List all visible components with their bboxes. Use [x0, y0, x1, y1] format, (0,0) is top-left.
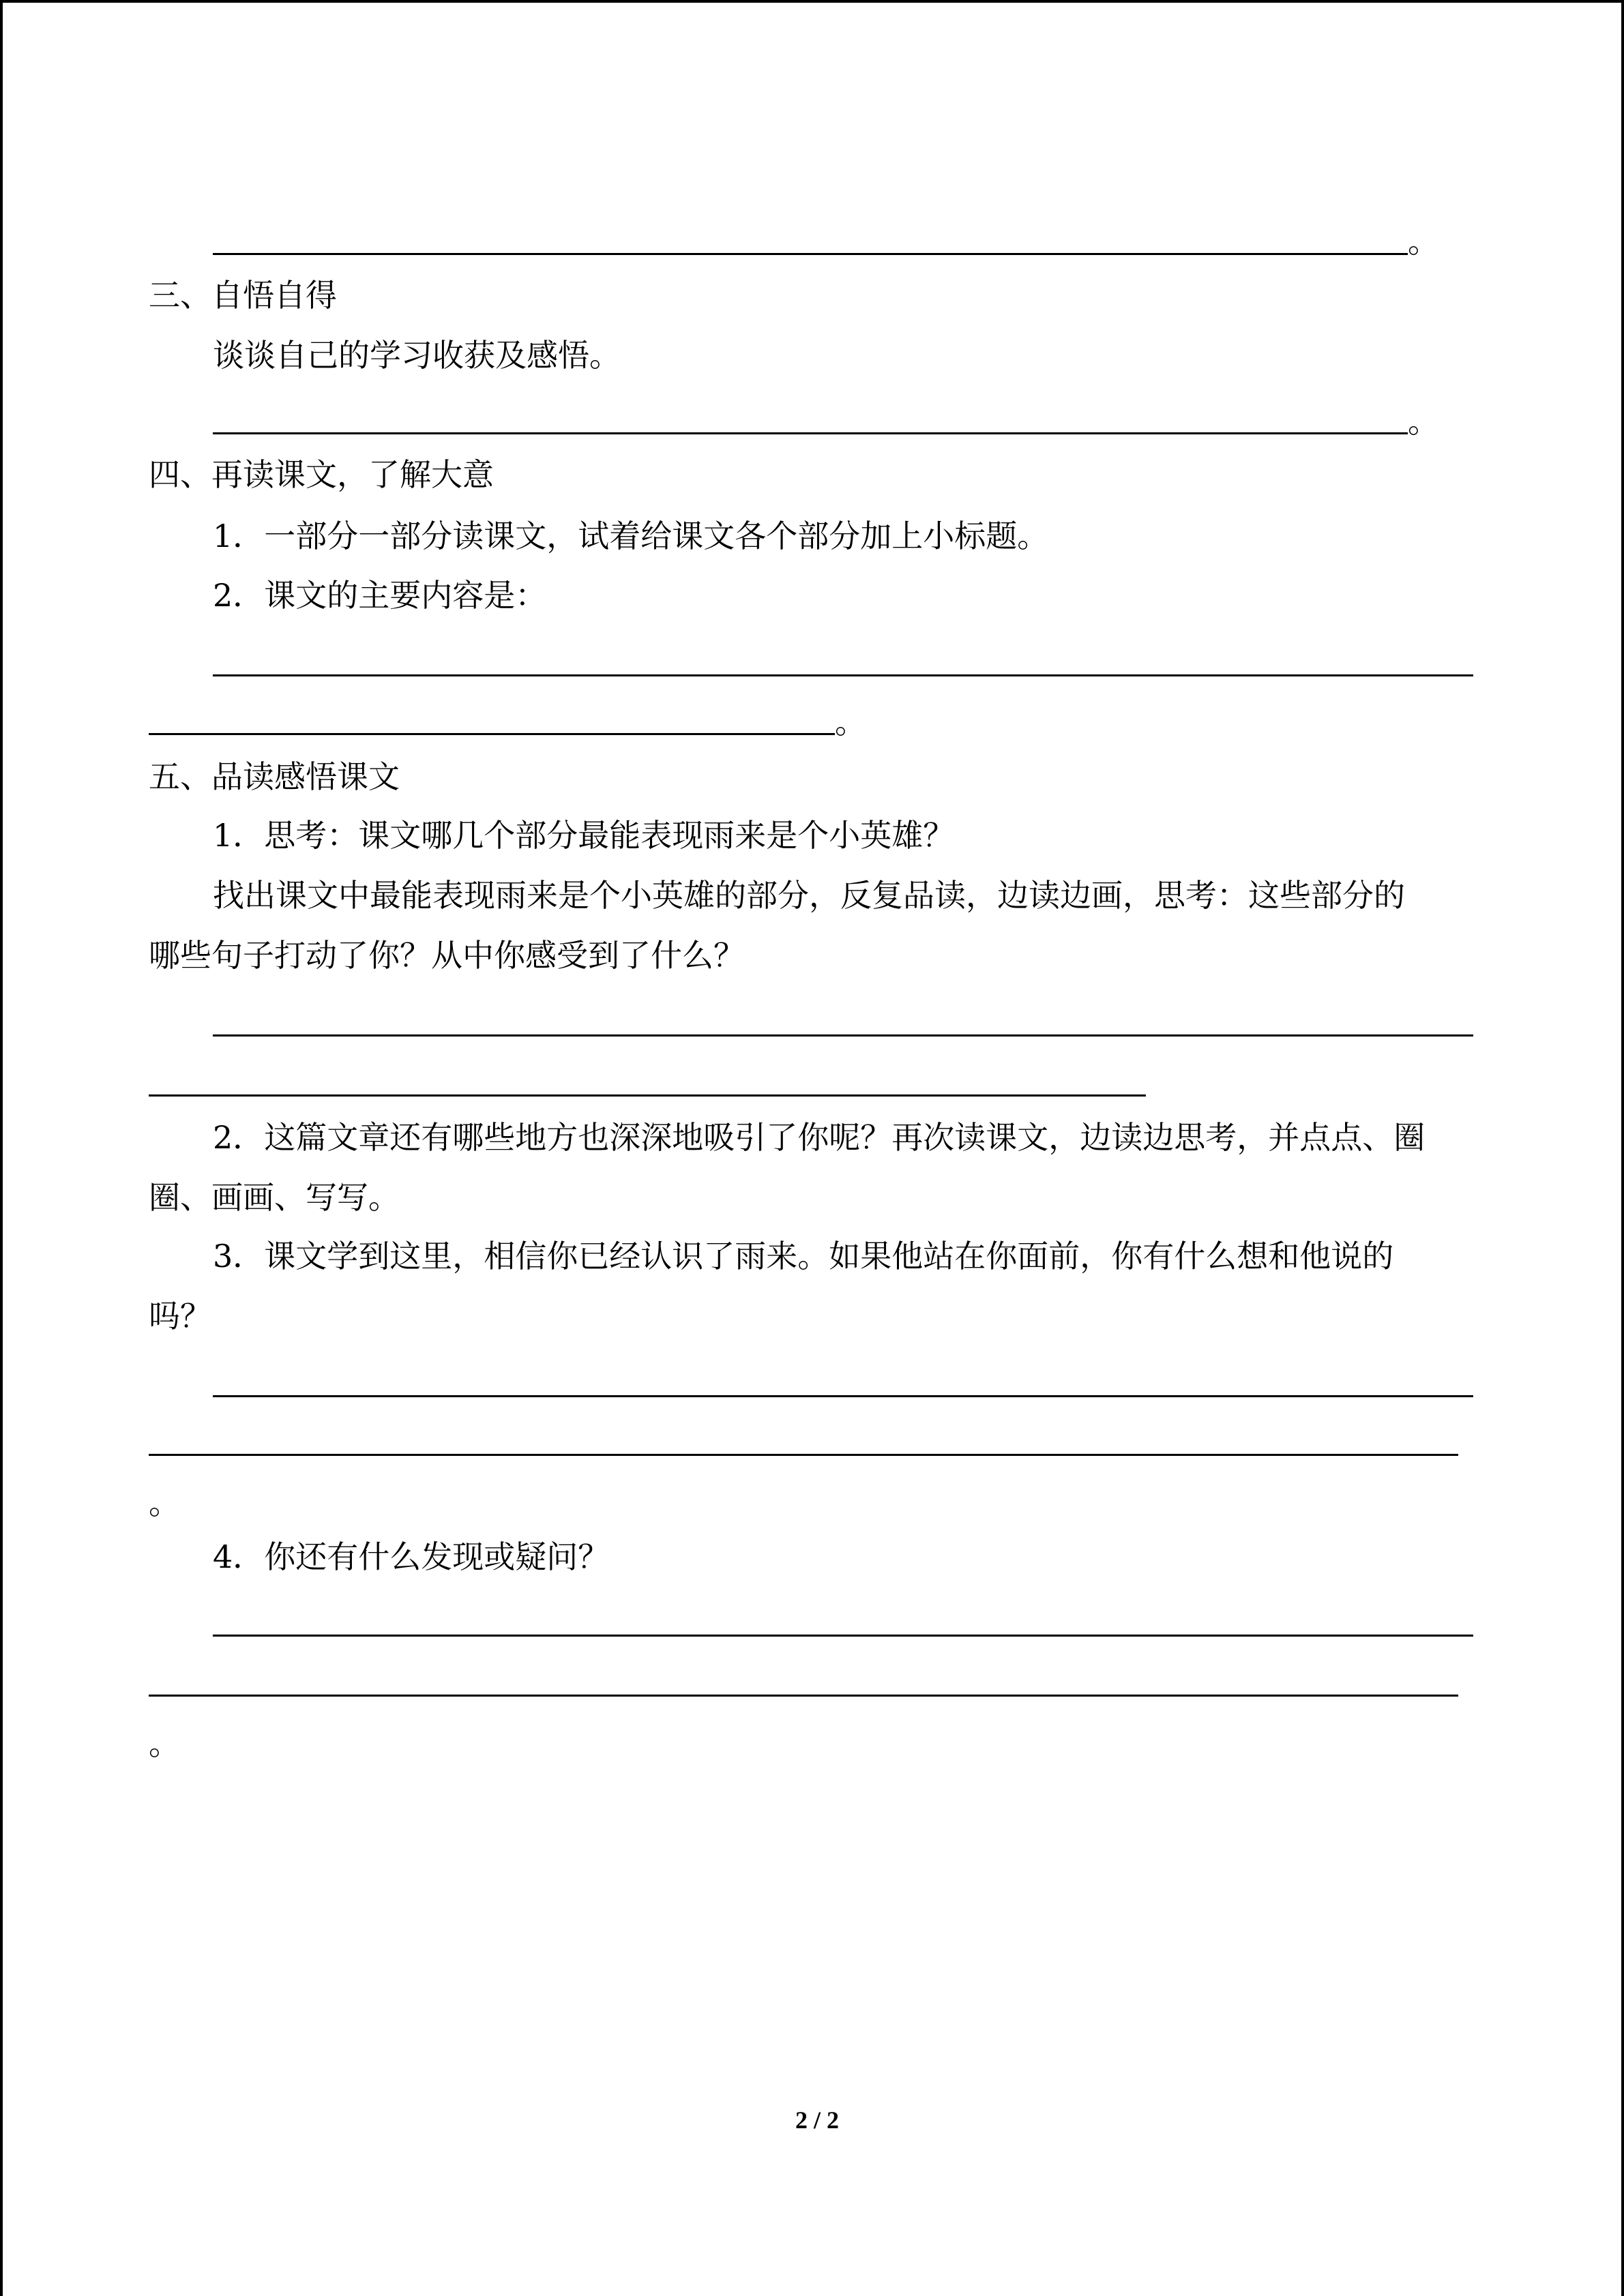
answer-period: 。 [1408, 223, 1439, 260]
answer-line[interactable] [213, 1395, 1473, 1397]
section-5-question-2-line-1: 2．这篇文章还有哪些地方也深深地吸引了你呢？再次读课文，边读边思考，并点点、圈 [213, 1119, 1426, 1156]
answer-line[interactable] [213, 253, 1408, 255]
section-5-paragraph-line-2: 哪些句子打动了你？从中你感受到了什么？ [149, 937, 745, 974]
answer-line[interactable] [149, 1094, 1146, 1097]
section-4-question-2: 2．课文的主要内容是： [213, 577, 547, 614]
answer-period: 。 [1408, 403, 1439, 440]
section-heading-4: 四、再读课文，了解大意 [149, 456, 494, 493]
answer-line[interactable] [149, 733, 835, 735]
section-5-question-1: 1．思考：课文哪几个部分最能表现雨来是个小英雄？ [213, 817, 955, 854]
answer-period: 。 [835, 704, 866, 741]
section-5-question-3-line-2: 吗？ [149, 1298, 211, 1335]
section-5-question-2-line-2: 圈、画画、写写。 [149, 1179, 400, 1216]
answer-line[interactable] [213, 674, 1473, 676]
answer-line[interactable] [213, 1034, 1473, 1037]
page-left-border [0, 0, 3, 2296]
section-5-paragraph-line-1: 找出课文中最能表现雨来是个小英雄的部分，反复品读，边读边画，思考：这些部分的 [213, 877, 1405, 914]
page-right-border [1621, 0, 1624, 2296]
section-heading-5: 五、品读感悟课文 [149, 758, 400, 795]
section-5-question-3-line-1: 3．课文学到这里，相信你已经认识了雨来。如果他站在你面前，你有什么想和他说的 [213, 1238, 1394, 1274]
page-top-border [0, 0, 1624, 3]
answer-period: 。 [149, 1485, 180, 1521]
section-5-question-4: 4．你还有什么发现或疑问？ [213, 1538, 610, 1575]
answer-line[interactable] [149, 1454, 1458, 1456]
section-3-prompt: 谈谈自己的学习收获及感悟。 [213, 337, 621, 374]
answer-line[interactable] [149, 1695, 1458, 1697]
section-heading-3: 三、自悟自得 [149, 277, 337, 314]
answer-period: 。 [149, 1725, 180, 1762]
answer-line[interactable] [213, 432, 1408, 434]
page-number: 2 / 2 [795, 2106, 840, 2134]
section-4-question-1: 1．一部分一部分读课文，试着给课文各个部分加上小标题。 [213, 518, 1049, 554]
answer-line[interactable] [213, 1635, 1473, 1637]
